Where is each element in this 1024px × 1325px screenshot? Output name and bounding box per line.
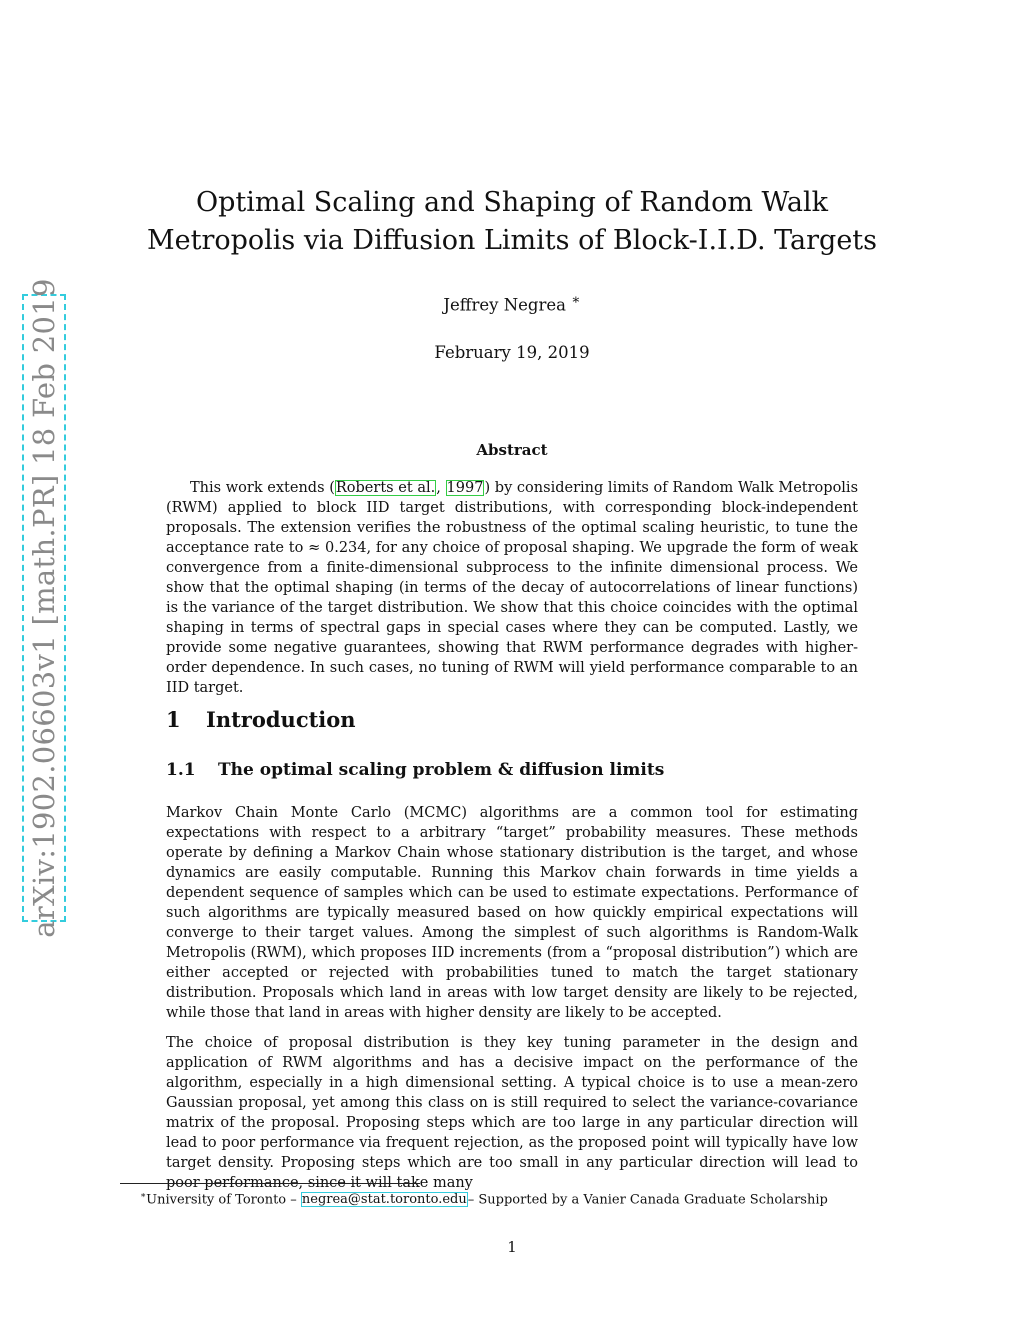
abstract-text <box>166 478 858 698</box>
citation-link-authors[interactable]: Roberts et al. <box>335 480 436 496</box>
paper-date: February 19, 2019 <box>434 343 590 362</box>
subsection-number: 1.1 <box>166 760 196 780</box>
page-number: 1 <box>507 1238 517 1256</box>
citation-link-year[interactable]: 1997 <box>446 480 484 496</box>
footnote-affiliation: University of Toronto – <box>146 1192 301 1208</box>
author-footnote-mark[interactable]: ∗ <box>571 292 581 308</box>
subsection-title: The optimal scaling problem & diffusion limits <box>218 760 665 780</box>
abstract-text-after: ) by considering limits of Random Walk Metropolis (RWM) applied to block IID target distributions, with corresponding block-independent proposals. The extension verifies the robustness of the optimal scaling heuristic, to tune the acceptance rate to ≈ 0.234, for any choice of proposal shaping. We upgrade the form of weak convergence from a finite-dimensional subprocess to the infinite dimensional process. We show that the optimal shaping (in terms of the decay of autocorrelations of linear functions) is the variance of the target distribution. We show that this choice coincides with the optimal shaping in terms of spectral gaps in special cases where they can be computed. Lastly, we provide some negative guarantees, showing that RWM performance degrades with higher-order dependence. In such cases, no tuning of RWM will yield performance comparable to an IID target. <box>166 480 859 696</box>
author-name: Jeffrey Negrea <box>443 295 566 315</box>
author-line <box>0 292 1024 315</box>
abstract-heading: Abstract <box>476 441 548 459</box>
subsection-heading <box>166 760 664 780</box>
footnote-funding: – Supported by a Vanier Canada Graduate Scholarship <box>467 1192 828 1208</box>
body-paragraph-2: The choice of proposal distribution is they key tuning parameter in the design and application of RWM algorithms and has a decisive impact on the performance of the algorithm, especially in a high dimensional setting. A typical choice is to use a mean-zero Gaussian proposal, yet among this class on is still required to select the variance-covariance matrix of the proposal. Proposing steps which are too large in any particular direction will lead to poor performance via frequent rejection, as the proposed point will typically have low target density. Proposing steps which are too small in any particular direction will lead to poor performance, since it will take many <box>166 1035 858 1191</box>
section-title: Introduction <box>206 707 356 732</box>
footnote-divider <box>120 1183 420 1184</box>
abstract-text-before: This work extends ( <box>190 480 335 496</box>
body-paragraph-1: Markov Chain Monte Carlo (MCMC) algorithms are a common tool for estimating expectations with respect to a arbitrary “target” probability measures. These methods operate by defining a Markov Chain whose stationary distribution is the target, and whose dynamics are easily computable. Running this Markov chain forwards in time yields a dependent sequence of samples which can be used to estimate expectations. Performance of such algorithms are typically measured based on how quickly empirical expectations will converge to their target values. Among the simplest of such algorithms is Random-Walk Metropolis (RWM), which proposes IID increments (from a “proposal distribution”) which are either accepted or rejected with probabilities tuned to match the target stationary distribution. Proposals which land in areas with low target density are likely to be rejected, while those that land in areas with higher density are likely to be accepted. <box>166 805 858 1021</box>
section-number: 1 <box>166 707 181 732</box>
email-link[interactable]: negrea@stat.toronto.edu <box>301 1192 467 1208</box>
footnote-mark: ∗ <box>140 1191 147 1201</box>
paper-title: Optimal Scaling and Shaping of Random Walk Metropolis via Diffusion Limits of Block-I.I.D. Targets <box>146 187 878 256</box>
arxiv-identifier-text: arXiv:1902.06603v1 [math.PR] 18 Feb 2019 <box>27 278 61 938</box>
citation-separator: , <box>436 480 446 496</box>
arxiv-identifier-stamp[interactable] <box>24 278 64 938</box>
footnote <box>140 1187 900 1209</box>
section-heading <box>166 707 356 732</box>
